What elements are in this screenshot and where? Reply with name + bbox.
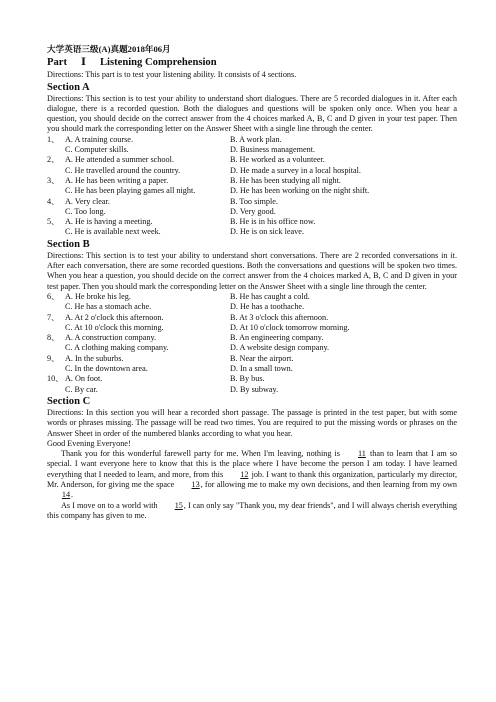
option-c: C. Too long. [65, 206, 106, 216]
option-a: A. He attended a summer school. [65, 155, 174, 165]
question-number: 1、 [47, 134, 60, 144]
blank-12: 12 [240, 469, 249, 479]
blank-11: 11 [358, 449, 366, 459]
passage-text: Thank you for this wonderful farewell party for me. When I'm leaving, nothing is [61, 449, 340, 459]
option-c: C. At 10 o'clock this morning. [65, 322, 164, 332]
option-d: D. He is on sick leave. [230, 227, 304, 237]
passage-text: As I move on to a world with [61, 500, 158, 510]
question-row [47, 313, 457, 323]
option-c: C. He has a stomach ache. [65, 302, 152, 312]
doc-title: 大学英语三级(A)真题2018年06月 [47, 44, 171, 54]
passage-text: , for allowing me to make my own decisions, and then learning from my own [200, 479, 458, 489]
question-number: 8、 [47, 333, 60, 343]
option-a: A. At 2 o'clock this afternoon. [65, 312, 164, 322]
question-row-options [47, 302, 457, 312]
passage-paragraph-1 [47, 449, 457, 500]
option-c: C. He has been playing games all night. [65, 186, 196, 196]
question-row-options [47, 166, 457, 176]
question-number: 10、 [47, 374, 64, 384]
option-a: A. On foot. [65, 374, 103, 384]
question-row-options [47, 343, 457, 353]
option-a: A. He broke his leg. [65, 291, 131, 301]
option-d: D. He has a toothache. [230, 302, 305, 312]
option-a: A. In the suburbs. [65, 353, 124, 363]
option-b: B. He has caught a cold. [230, 291, 310, 301]
option-c: C. He travelled around the country. [65, 165, 181, 175]
option-c: C. In the downtown area. [65, 364, 148, 374]
part-label: Part [47, 57, 67, 69]
option-b: B. He has been studying all night. [230, 175, 341, 185]
section-a-questions [47, 135, 457, 238]
passage-greeting: Good Evening Everyone! [47, 438, 131, 448]
blank-15: 15 [174, 500, 183, 510]
passage-text: , I can only say "Thank you, my dear friends", and I will always cherish everything this company has given to me. [47, 500, 458, 520]
question-row [47, 135, 457, 145]
option-d: D. Business management. [230, 145, 316, 155]
option-a: A. A construction company. [65, 333, 157, 343]
option-d: D. A website design company. [230, 343, 330, 353]
passage-paragraph-2 [47, 501, 457, 522]
option-b: B. Too simple. [230, 196, 278, 206]
question-row [47, 197, 457, 207]
exam-page [47, 44, 457, 521]
question-number: 6、 [47, 291, 60, 301]
option-b: B. At 3 o'clock this afternoon. [230, 312, 329, 322]
question-row [47, 333, 457, 343]
option-a: A. He has been writing a paper. [65, 175, 169, 185]
question-row-options [47, 364, 457, 374]
option-d: D. By subway. [230, 384, 279, 394]
option-c: C. He is available next week. [65, 227, 161, 237]
section-a-directions: Directions: This section is to test your ability to understand short dialogues. There are 5 recorded dialogues in it. After each dialogue, there is a recorded question. Both the dialogues and questions will be spoken only once. When you hear a question, you should decide on the correct answer from the 4 choices marked A, B, C and D given in your test paper. Then you should mark the corresponding letter on the Answer Sheet with a single line through the center. [47, 93, 457, 134]
question-row-options [47, 385, 457, 395]
passage-text: than to learn that I am so special. I want everyone here to know that this is the place where I have become the person I am today. I have learned everything that I needed to learn, and more, from this [47, 449, 458, 479]
option-b: B. By bus. [230, 374, 265, 384]
section-b-directions: Directions: This section is to test your ability to understand short conversations. There are 2 recorded conversations in it. After each conversation, there are some recorded questions. Both the conversations and questions will be spoken two times. When you hear a question, you should decide on the correct answer from the 4 choices marked A, B, C and D given in your test paper. Then you should mark the corresponding letter on the Answer Sheet with a single line through the center. [47, 250, 457, 291]
question-row-options [47, 145, 457, 155]
option-b: B. Near the airport. [230, 353, 294, 363]
option-d: D. He has been working on the night shift. [230, 186, 370, 196]
question-row-options [47, 323, 457, 333]
option-b: B. A work plan. [230, 134, 282, 144]
question-row [47, 217, 457, 227]
question-row [47, 292, 457, 302]
option-c: C. By car. [65, 384, 98, 394]
option-d: D. In a small town. [230, 364, 293, 374]
option-b: B. He worked as a volunteer. [230, 155, 325, 165]
question-row-options [47, 186, 457, 196]
question-number: 3、 [47, 175, 60, 185]
blank-14: 14 [61, 490, 71, 500]
part-directions: Directions: This part is to test your listening ability. It consists of 4 sections. [47, 70, 297, 80]
section-b-heading: Section B [47, 238, 90, 250]
option-a: A. Very clear. [65, 196, 110, 206]
option-c: C. Computer skills. [65, 145, 129, 155]
part-heading [47, 57, 457, 69]
blank-13: 13 [191, 479, 200, 489]
part-title: Listening Comprehension [99, 57, 217, 69]
option-d: D. He made a survey in a local hospital. [230, 165, 361, 175]
question-number: 7、 [47, 312, 60, 322]
option-c: C. A clothing making company. [65, 343, 169, 353]
section-a-heading: Section A [47, 81, 90, 93]
question-number: 2、 [47, 155, 60, 165]
question-row [47, 176, 457, 186]
section-c-heading: Section C [47, 395, 91, 407]
question-number: 5、 [47, 217, 60, 227]
option-a: A. He is having a meeting. [65, 217, 153, 227]
question-row-options [47, 227, 457, 237]
section-b-questions [47, 292, 457, 395]
question-row [47, 155, 457, 165]
passage-text: . [71, 490, 74, 500]
part-numeral: Ⅰ [81, 57, 86, 69]
option-d: D. Very good. [230, 206, 276, 216]
option-d: D. At 10 o'clock tomorrow morning. [230, 322, 350, 332]
question-number: 9、 [47, 353, 60, 363]
question-row [47, 354, 457, 364]
question-row [47, 374, 457, 384]
option-a: A. A training course. [65, 134, 133, 144]
question-row-options [47, 207, 457, 217]
passage-text: job. I want to thank this organization, particularly my director, Mr. Anderson, for giving me the space [47, 469, 458, 489]
option-b: B. He is in his office now. [230, 217, 316, 227]
section-c-directions: Directions: In this section you will hear a recorded short passage. The passage is printed in the test paper, but with some words or phrases missing. The passage will be read two times. You are required to put the missing words or phrases on the Answer Sheet in order of the numbered blanks according to what you hear. [47, 407, 457, 438]
option-b: B. An engineering company. [230, 333, 324, 343]
question-number: 4、 [47, 196, 60, 206]
